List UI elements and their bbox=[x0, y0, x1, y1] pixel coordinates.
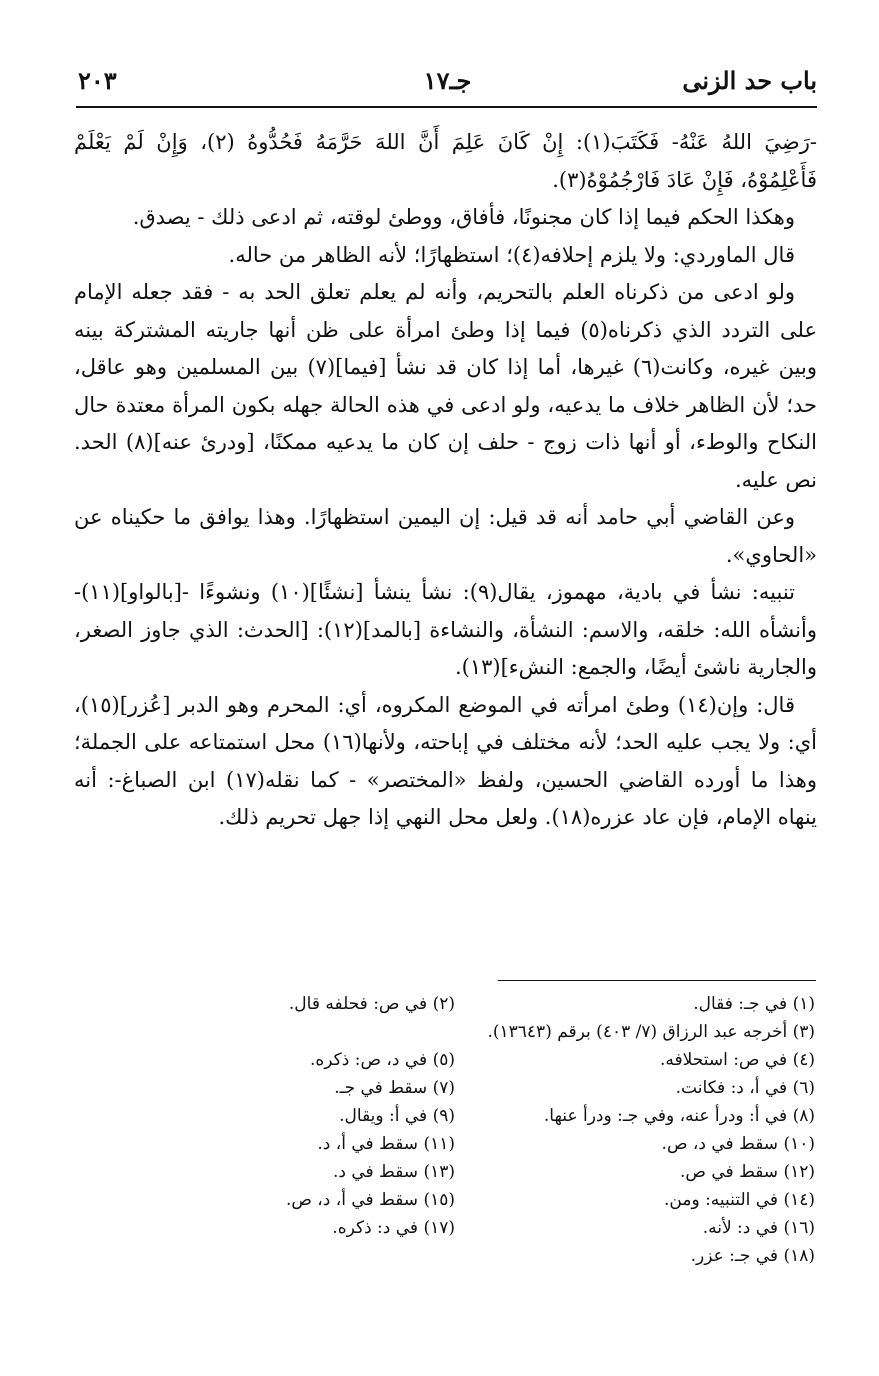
footnote: (١٨) في جـ: عزر. bbox=[690, 1246, 815, 1266]
footnote-row bbox=[150, 1102, 815, 1130]
footnote: (٩) في أ: ويقال. bbox=[339, 1106, 455, 1126]
footnote: (١٤) في التنبيه: ومن. bbox=[664, 1190, 815, 1210]
footnote: (١٥) سقط في أ، د، ص. bbox=[285, 1190, 455, 1210]
footnote: (١) في جـ: فقال. bbox=[693, 994, 815, 1014]
footnote-row bbox=[150, 1074, 815, 1102]
paragraph: قال الماوردي: ولا يلزم إحلافه(٤)؛ استظهارًا؛ لأنه الظاهر من حاله. bbox=[228, 242, 795, 267]
paragraph: تنبيه: نشأ في بادية، مهموز، يقال(٩): نشأ ينشأ [نشئًا](١٠) ونشوءًا -[بالواو](١١)- وأنشأه الله: خلقه، والاسم: النشأة، والنشاءة [بالمد](١٢): [الحدث: الذي جاوز الصغر، والجارية ناشئ أيضًا، والجمع: النشء](١٣). bbox=[74, 580, 817, 679]
footnote-row bbox=[150, 1242, 815, 1270]
paragraph: ولو ادعى من ذكرناه العلم بالتحريم، وأنه لم يعلم تعلق الحد به - فقد جعله الإمام على التردد الذي ذكرناه(٥) فيما إذا وطئ امرأة على ظن أنها جاريته المشتركة بينه وبين غيره، وكانت(٦) غيرها، أما إذا كان قد نشأ [فيما](٧) بين المسلمين وهو عاقل، حد؛ لأن الظاهر خلاف ما يدعيه، ولو ادعى في هذه الحالة جهله بكون المرأة معتدة حال النكاح والوطء، أو أنها ذات زوج - حلف إن كان ما يدعيه ممكنًا، [ودرئ عنه](٨) الحد. نص عليه. bbox=[74, 280, 818, 492]
footnote: (٤) في ص: استحلافه. bbox=[659, 1050, 815, 1070]
main-text bbox=[74, 124, 817, 837]
footnote-divider bbox=[498, 980, 816, 981]
footnote: (١٢) سقط في ص. bbox=[680, 1162, 815, 1182]
footnote-row bbox=[150, 990, 815, 1018]
footnote-row bbox=[150, 1158, 815, 1186]
page-number: ٢٠٣ bbox=[78, 66, 117, 95]
footnotes bbox=[150, 990, 815, 1270]
footnote: (١٦) في د: لأنه. bbox=[702, 1218, 815, 1238]
running-header bbox=[78, 62, 817, 102]
footnote-row bbox=[150, 1186, 815, 1214]
footnote-row bbox=[150, 1130, 815, 1158]
footnote-row bbox=[150, 1046, 815, 1074]
footnote: (١٧) في د: ذكره. bbox=[332, 1218, 455, 1238]
paragraph: وهكذا الحكم فيما إذا كان مجنونًا، فأفاق، ووطئ لوقته، ثم ادعى ذلك - يصدق. bbox=[132, 205, 795, 229]
footnote: (٧) سقط في جـ. bbox=[334, 1078, 455, 1098]
footnote: (٥) في د، ص: ذكره. bbox=[309, 1050, 455, 1070]
header-divider bbox=[76, 106, 817, 108]
paragraph: قال: وإن(١٤) وطئ امرأته في الموضع المكروه، أي: المحرم وهو الدبر [عُزر](١٥)، أي: ولا يجب عليه الحد؛ لأنه مختلف في إباحته، ولأنها(١٦) محل استمتاعه على الجملة؛ وهذا ما أورده القاضي الحسين، ولفظ «المختصر» - كما نقله(١٧) ابن الصباغ-: أنه ينهاه الإمام، فإن عاد عزره(١٨). ولعل محل النهي إذا جهل تحريم ذلك. bbox=[74, 692, 818, 829]
footnote: (٨) في أ: ودرأ عنه، وفي جـ: ودرأ عنها. bbox=[543, 1106, 815, 1126]
paragraph: -رَضِيَ اللهُ عَنْهُ- فَكَتَبَ(١): إِنْ كَانَ عَلِمَ أَنَّ اللهَ حَرَّمَهُ فَحُدُّوهُ (٢)، وَإِنْ لَمْ يَعْلَمْ فَأَعْلِمُوْهُ، فَإِنْ عَادَ فَارْجُمُوْهُ(٣). bbox=[74, 130, 817, 192]
chapter-title: باب حد الزنى bbox=[682, 66, 817, 95]
footnote: (٦) في أ، د: فكانت. bbox=[675, 1078, 815, 1098]
footnote-row bbox=[150, 1214, 815, 1242]
footnote: (١١) سقط في أ، د. bbox=[317, 1134, 455, 1154]
footnote-row bbox=[150, 1018, 815, 1046]
footnote: (١٣) سقط في د. bbox=[332, 1162, 455, 1182]
footnote: (٣) أخرجه عبد الرزاق (٧/ ٤٠٣) برقم (١٣٦٤٣). bbox=[487, 1022, 815, 1042]
footnote: (٢) في ص: فحلفه قال. bbox=[288, 994, 455, 1014]
paragraph: وعن القاضي أبي حامد أنه قد قيل: إن اليمين استظهارًا. وهذا يوافق ما حكيناه عن «الحاوي». bbox=[74, 505, 817, 567]
footnote: (١٠) سقط في د، ص. bbox=[661, 1134, 815, 1154]
volume-label: جـ١٧ bbox=[423, 66, 472, 95]
